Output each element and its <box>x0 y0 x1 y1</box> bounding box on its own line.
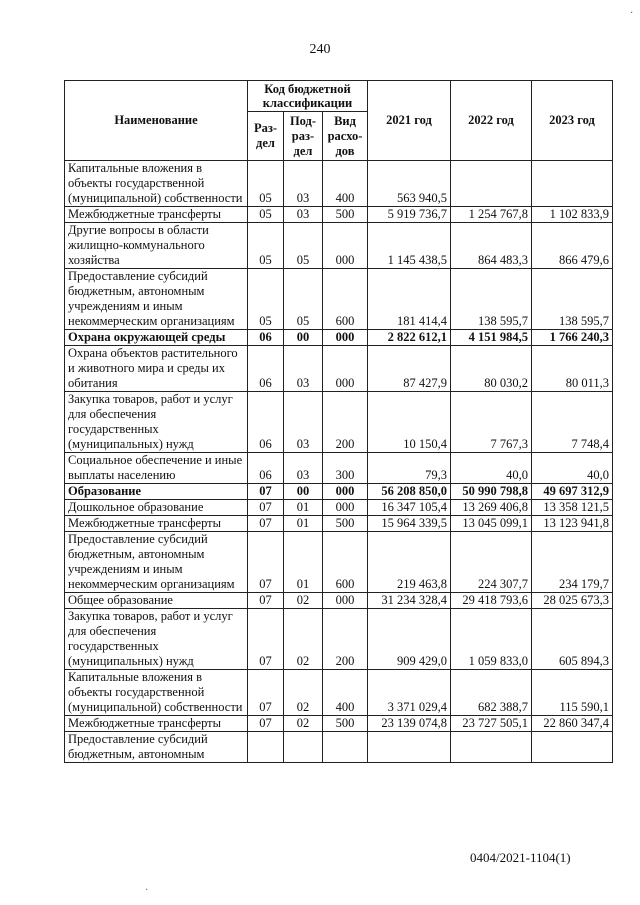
row-value-2021: 3 371 029,4 <box>368 670 451 716</box>
row-expense-type: 600 <box>323 269 368 330</box>
row-name: Закупка товаров, работ и услуг для обеспечения государственных (муниципальных) нужд <box>65 609 248 670</box>
row-subsection: 05 <box>284 223 323 269</box>
row-subsection: 01 <box>284 500 323 516</box>
row-section: 07 <box>248 500 284 516</box>
row-name: Межбюджетные трансферты <box>65 207 248 223</box>
row-expense-type: 400 <box>323 670 368 716</box>
row-subsection: 05 <box>284 269 323 330</box>
row-value-2022: 138 595,7 <box>451 269 532 330</box>
row-value-2021: 31 234 328,4 <box>368 593 451 609</box>
row-name: Капитальные вложения в объекты государственной (муниципальной) собственности <box>65 161 248 207</box>
row-value-2021: 15 964 339,5 <box>368 516 451 532</box>
table-row <box>65 716 613 732</box>
row-name: Межбюджетные трансферты <box>65 516 248 532</box>
row-expense-type: 000 <box>323 500 368 516</box>
row-value-2023: 138 595,7 <box>532 269 613 330</box>
table-row <box>65 732 613 763</box>
row-section: 06 <box>248 346 284 392</box>
table-row <box>65 516 613 532</box>
row-section: 07 <box>248 484 284 500</box>
row-expense-type: 000 <box>323 593 368 609</box>
row-expense-type: 000 <box>323 346 368 392</box>
row-section: 05 <box>248 161 284 207</box>
row-name: Закупка товаров, работ и услуг для обеспечения государственных (муниципальных) нужд <box>65 392 248 453</box>
row-subsection: 02 <box>284 716 323 732</box>
row-subsection: 00 <box>284 330 323 346</box>
row-value-2022: 13 269 406,8 <box>451 500 532 516</box>
row-expense-type: 300 <box>323 453 368 484</box>
row-value-2021: 79,3 <box>368 453 451 484</box>
row-value-2021: 563 940,5 <box>368 161 451 207</box>
header-2022: 2022 год <box>451 81 532 161</box>
row-value-2023: 234 179,7 <box>532 532 613 593</box>
header-expense-type: Вид расхо- дов <box>323 112 368 161</box>
row-value-2021: 23 139 074,8 <box>368 716 451 732</box>
row-value-2022: 224 307,7 <box>451 532 532 593</box>
document-code: 0404/2021-1104(1) <box>470 850 571 865</box>
row-expense-type: 500 <box>323 516 368 532</box>
row-subsection: 03 <box>284 207 323 223</box>
row-section: 07 <box>248 609 284 670</box>
row-expense-type: 500 <box>323 207 368 223</box>
row-expense-type: 200 <box>323 392 368 453</box>
row-subsection: 00 <box>284 484 323 500</box>
row-expense-type: 200 <box>323 609 368 670</box>
table-row <box>65 392 613 453</box>
budget-table <box>64 80 613 763</box>
header-subsection: Под- раз- дел <box>284 112 323 161</box>
row-value-2023 <box>532 161 613 207</box>
row-section <box>248 732 284 763</box>
row-value-2022: 80 030,2 <box>451 346 532 392</box>
row-subsection: 03 <box>284 161 323 207</box>
row-value-2022: 23 727 505,1 <box>451 716 532 732</box>
row-name: Межбюджетные трансферты <box>65 716 248 732</box>
row-subsection: 03 <box>284 346 323 392</box>
table-row <box>65 453 613 484</box>
row-name: Охрана объектов растительного и животного мира и среды их обитания <box>65 346 248 392</box>
row-name: Другие вопросы в области жилищно-коммунального хозяйства <box>65 223 248 269</box>
row-expense-type: 600 <box>323 532 368 593</box>
row-name: Социальное обеспечение и иные выплаты населению <box>65 453 248 484</box>
scan-mark: · <box>145 885 149 896</box>
row-value-2023 <box>532 732 613 763</box>
row-value-2022: 682 388,7 <box>451 670 532 716</box>
row-expense-type: 000 <box>323 484 368 500</box>
row-section: 07 <box>248 593 284 609</box>
header-2021: 2021 год <box>368 81 451 161</box>
row-name: Общее образование <box>65 593 248 609</box>
row-value-2023: 1 102 833,9 <box>532 207 613 223</box>
row-value-2023: 115 590,1 <box>532 670 613 716</box>
row-name: Охрана окружающей среды <box>65 330 248 346</box>
row-value-2021: 181 414,4 <box>368 269 451 330</box>
row-section: 07 <box>248 532 284 593</box>
row-value-2021: 1 145 438,5 <box>368 223 451 269</box>
row-value-2022: 1 059 833,0 <box>451 609 532 670</box>
row-subsection: 02 <box>284 593 323 609</box>
row-expense-type: 000 <box>323 330 368 346</box>
row-subsection <box>284 732 323 763</box>
row-subsection: 02 <box>284 670 323 716</box>
header-2023: 2023 год <box>532 81 613 161</box>
row-value-2022: 864 483,3 <box>451 223 532 269</box>
row-expense-type: 500 <box>323 716 368 732</box>
row-name: Предоставление субсидий бюджетным, автономным <box>65 732 248 763</box>
row-name: Предоставление субсидий бюджетным, автономным учреждениям и иным некоммерческим организациям <box>65 532 248 593</box>
row-value-2023: 13 358 121,5 <box>532 500 613 516</box>
row-value-2023: 22 860 347,4 <box>532 716 613 732</box>
row-value-2021: 5 919 736,7 <box>368 207 451 223</box>
row-value-2022: 1 254 767,8 <box>451 207 532 223</box>
table-row <box>65 609 613 670</box>
row-value-2023: 605 894,3 <box>532 609 613 670</box>
row-value-2023: 80 011,3 <box>532 346 613 392</box>
table-row <box>65 484 613 500</box>
row-value-2023: 28 025 673,3 <box>532 593 613 609</box>
page-number: 240 <box>309 42 331 57</box>
row-section: 07 <box>248 716 284 732</box>
row-name: Дошкольное образование <box>65 500 248 516</box>
row-name: Капитальные вложения в объекты государственной (муниципальной) собственности <box>65 670 248 716</box>
row-section: 07 <box>248 670 284 716</box>
row-value-2023: 1 766 240,3 <box>532 330 613 346</box>
row-value-2022 <box>451 161 532 207</box>
row-value-2023: 49 697 312,9 <box>532 484 613 500</box>
table-row <box>65 223 613 269</box>
row-subsection: 01 <box>284 516 323 532</box>
table-row <box>65 670 613 716</box>
table-row <box>65 532 613 593</box>
row-section: 07 <box>248 516 284 532</box>
row-value-2023: 13 123 941,8 <box>532 516 613 532</box>
header-name: Наименование <box>65 81 248 161</box>
row-section: 05 <box>248 207 284 223</box>
row-value-2022: 7 767,3 <box>451 392 532 453</box>
row-name: Предоставление субсидий бюджетным, автономным учреждениям и иным некоммерческим организациям <box>65 269 248 330</box>
row-value-2021: 219 463,8 <box>368 532 451 593</box>
row-value-2021: 10 150,4 <box>368 392 451 453</box>
row-value-2021 <box>368 732 451 763</box>
row-value-2021: 56 208 850,0 <box>368 484 451 500</box>
row-expense-type: 000 <box>323 223 368 269</box>
header-code-group: Код бюджетной классификации <box>248 81 368 112</box>
row-value-2022: 50 990 798,8 <box>451 484 532 500</box>
row-expense-type <box>323 732 368 763</box>
row-subsection: 03 <box>284 453 323 484</box>
row-value-2021: 2 822 612,1 <box>368 330 451 346</box>
table-row <box>65 330 613 346</box>
row-value-2021: 87 427,9 <box>368 346 451 392</box>
row-value-2022: 40,0 <box>451 453 532 484</box>
row-value-2023: 866 479,6 <box>532 223 613 269</box>
table-row <box>65 500 613 516</box>
row-value-2023: 7 748,4 <box>532 392 613 453</box>
scan-mark: · <box>630 8 634 19</box>
row-section: 06 <box>248 392 284 453</box>
row-expense-type: 400 <box>323 161 368 207</box>
row-value-2022: 29 418 793,6 <box>451 593 532 609</box>
row-value-2022: 13 045 099,1 <box>451 516 532 532</box>
row-subsection: 03 <box>284 392 323 453</box>
row-section: 06 <box>248 330 284 346</box>
row-value-2022 <box>451 732 532 763</box>
table-body <box>65 161 613 763</box>
row-value-2021: 16 347 105,4 <box>368 500 451 516</box>
row-section: 05 <box>248 269 284 330</box>
row-value-2021: 909 429,0 <box>368 609 451 670</box>
row-section: 05 <box>248 223 284 269</box>
row-subsection: 02 <box>284 609 323 670</box>
row-section: 06 <box>248 453 284 484</box>
table-row <box>65 346 613 392</box>
table-row <box>65 593 613 609</box>
table-row <box>65 161 613 207</box>
row-value-2023: 40,0 <box>532 453 613 484</box>
row-value-2022: 4 151 984,5 <box>451 330 532 346</box>
table-row <box>65 269 613 330</box>
row-name: Образование <box>65 484 248 500</box>
table-row <box>65 207 613 223</box>
header-section: Раз- дел <box>248 112 284 161</box>
row-subsection: 01 <box>284 532 323 593</box>
